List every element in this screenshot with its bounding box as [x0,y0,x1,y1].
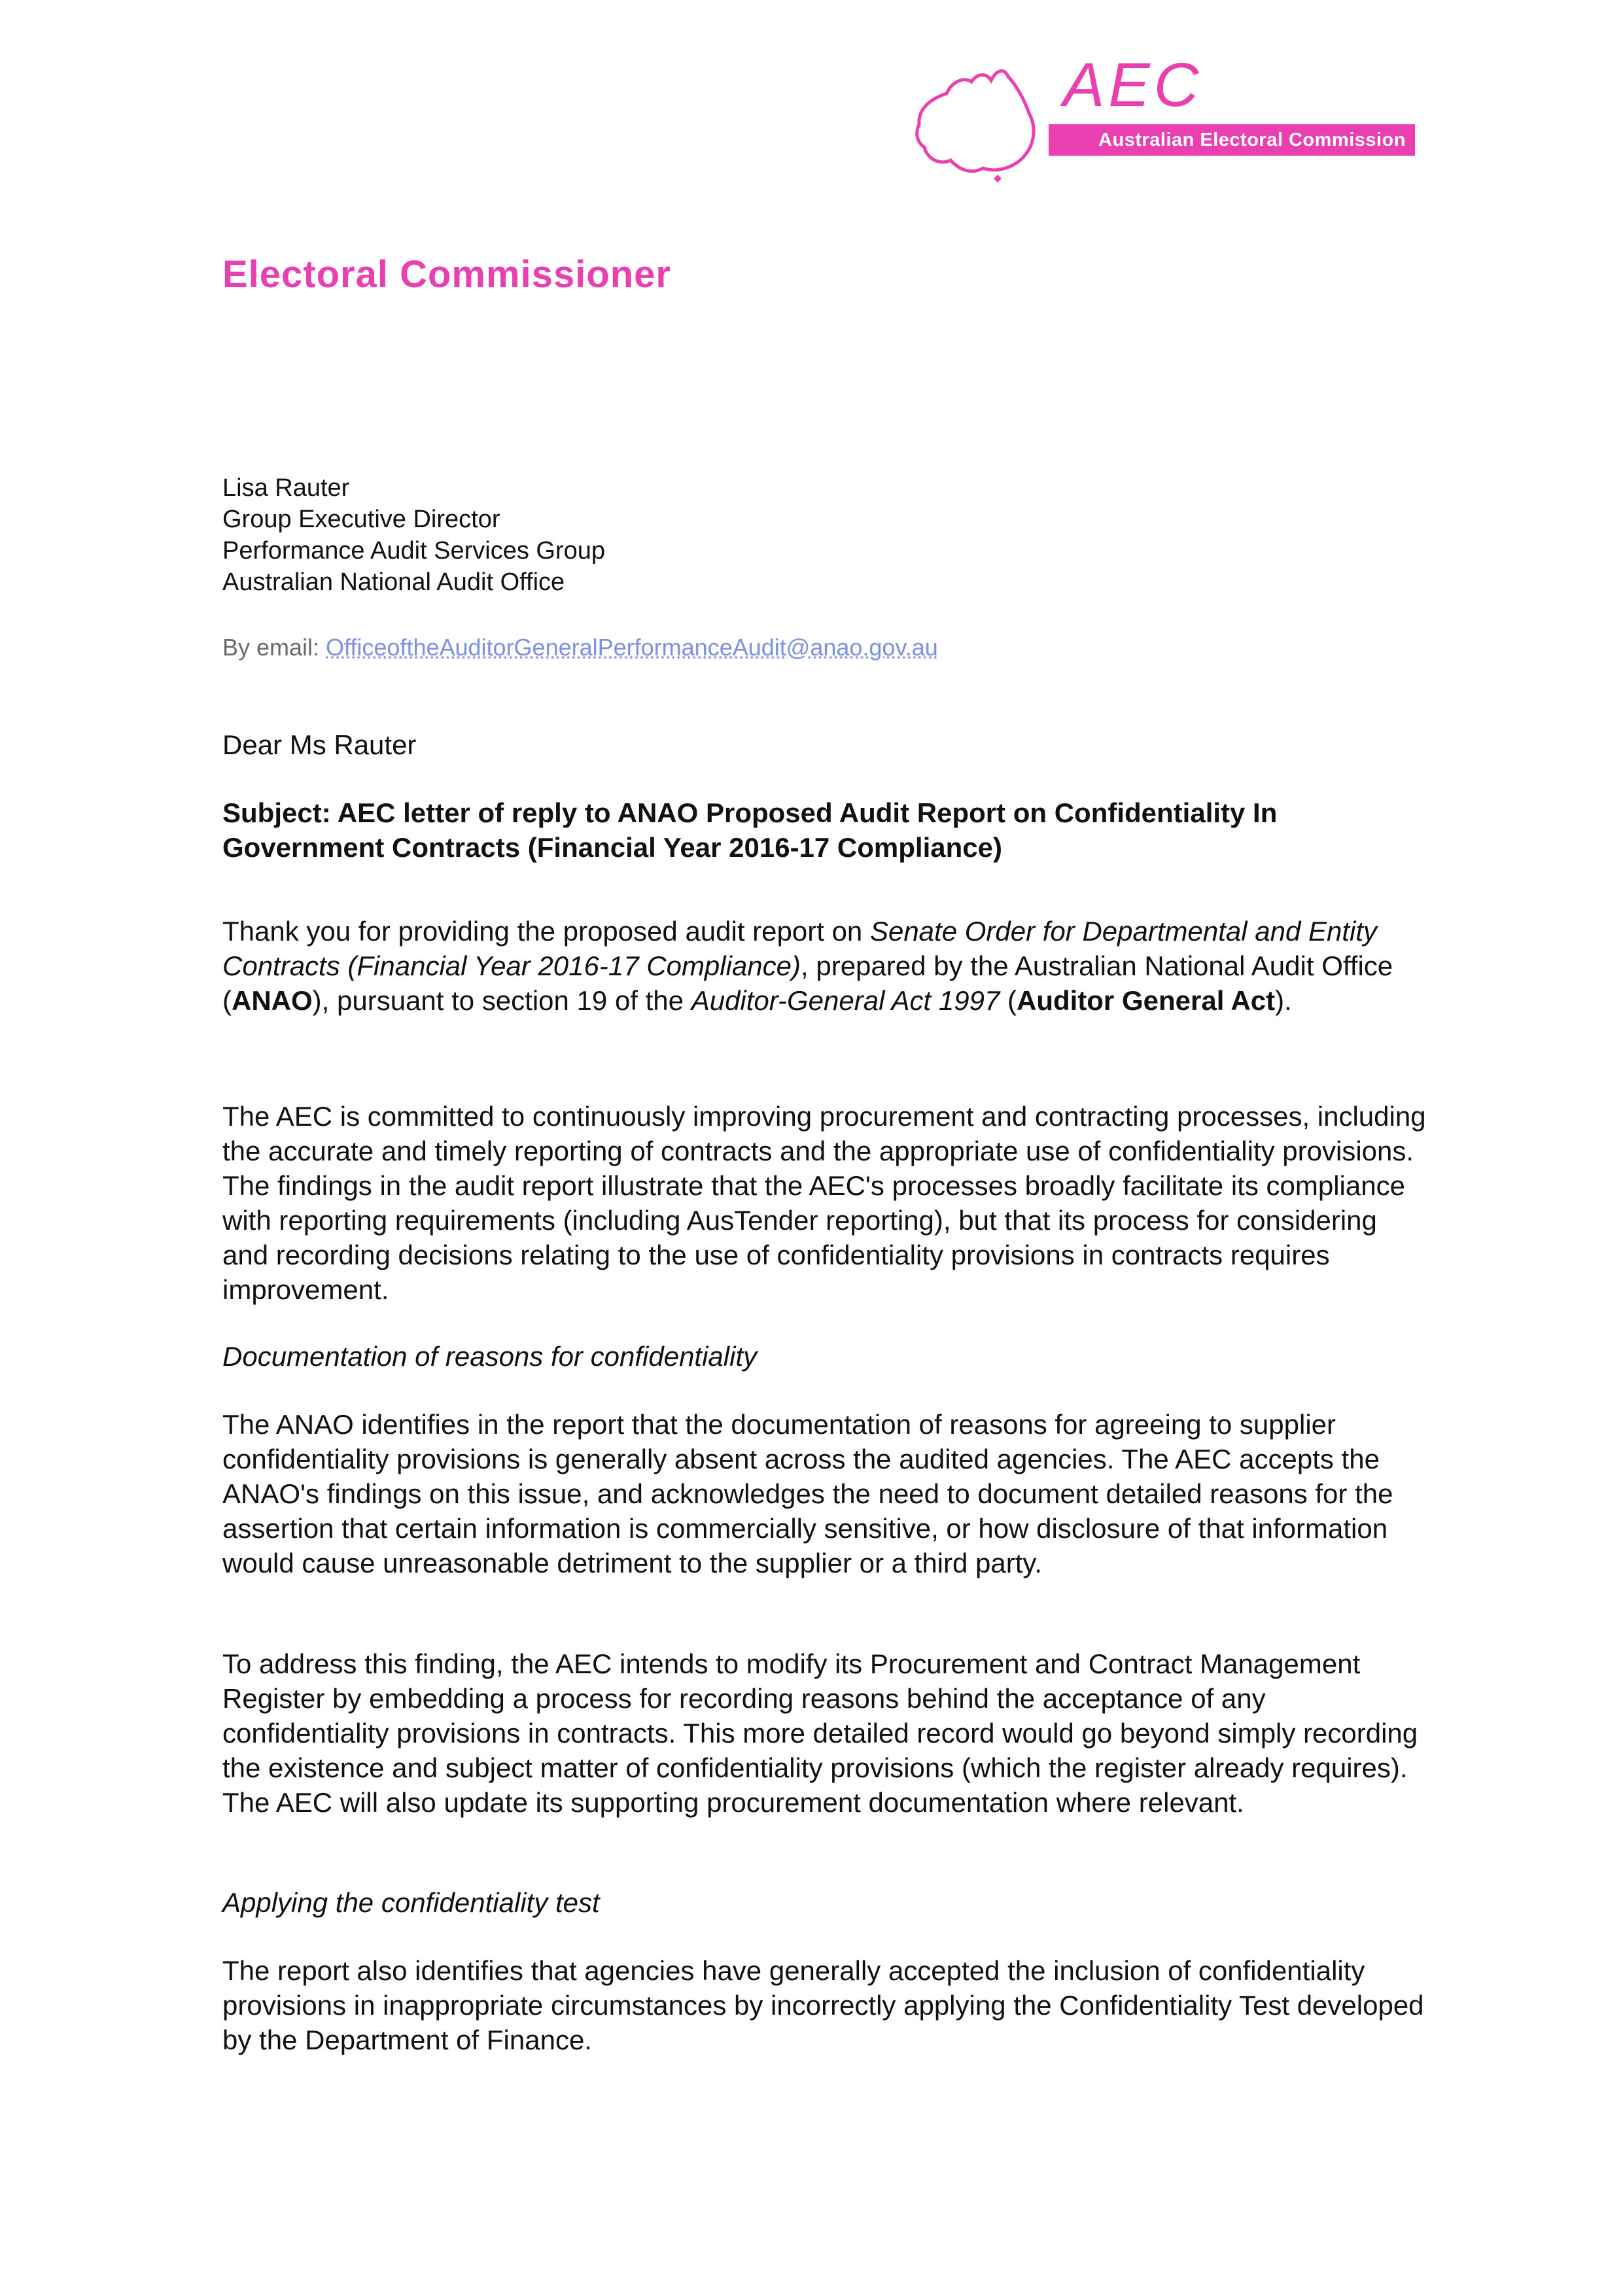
section-heading-test: Applying the confidentiality test [222,1887,600,1918]
subject-line: Subject: AEC letter of reply to ANAO Proposed Audit Report on Confidentiality In Government Contracts (Financial Year 2016-17 Compliance) [222,797,1278,863]
recipient-group: Performance Audit Services Group [222,537,606,565]
logo-acronym: AEC [1063,50,1203,120]
paragraph-intro [222,914,1426,1018]
logo-full-name: Australian Electoral Commission [1049,124,1415,156]
aec-logo [906,50,1429,180]
recipient-title: Group Executive Director [222,506,500,533]
paragraph-address-finding: To address this finding, the AEC intends to modify its Procurement and Contract Management Register by embedding a process for recording reasons behind the acceptance of any confidentiality provisions in contracts. This more detailed record would go beyond simply recording the existence and subject matter of confidentiality provisions (which the register already requires). The AEC will also update its supporting procurement documentation where relevant. [222,1648,1418,1818]
recipient-name: Lisa Rauter [222,474,350,502]
report-title: Senate Order for Departmental and Entity Contracts (Financial Year 2016-17 Compliance) [222,916,1378,981]
salutation: Dear Ms Rauter [222,729,417,760]
section-heading-documentation: Documentation of reasons for confidentiality [222,1341,758,1372]
recipient-office: Australian National Audit Office [222,568,565,596]
paragraph-intro-text-4: ( [1000,985,1017,1016]
paragraph-documentation: The ANAO identifies in the report that the documentation of reasons for agreeing to supplier confidentiality provisions is generally absent across the audited agencies. The AEC accepts the ANAO's findings on this issue, and acknowledges the need to document detailed reasons for the assertion that certain information is commercially sensitive, or how disclosure of that information would cause unreasonable detriment to the supplier or a third party. [222,1409,1393,1578]
email-link[interactable]: OfficeoftheAuditorGeneralPerformanceAudit@anao.gov.au [326,634,938,661]
email-line [222,632,938,663]
paragraph-intro-text-2: , prepared by the Australian National Audit Office ( [222,950,1393,1016]
paragraph-intro-text-5: ). [1275,985,1292,1016]
act-abbrev: Auditor General Act [1016,985,1276,1016]
paragraph-commitment: The AEC is committed to continuously improving procurement and contracting processes, including the accurate and timely reporting of contracts and the appropriate use of confidentiality provisions. The findings in the audit report illustrate that the AEC's processes broadly facilitate its compliance with reporting requirements (including AusTender reporting), but that its process for considering and recording decisions relating to the use of confidentiality provisions in contracts requires improvement. [222,1101,1426,1305]
page-heading: Electoral Commissioner [222,253,671,296]
act-title: Auditor-General Act 1997 [691,985,1000,1016]
paragraph-intro-text-1: Thank you for providing the proposed audit report on [222,916,870,947]
australia-map-icon [906,62,1043,183]
recipient-address [222,472,605,598]
anao-abbrev: ANAO [232,985,313,1016]
email-label: By email: [222,634,326,661]
paragraph-intro-text-3: ), pursuant to section 19 of the [312,985,691,1016]
paragraph-test: The report also identifies that agencies have generally accepted the inclusion of confidentiality provisions in inappropriate circumstances by incorrectly applying the Confidentiality Test developed by the Department of Finance. [222,1955,1424,2055]
